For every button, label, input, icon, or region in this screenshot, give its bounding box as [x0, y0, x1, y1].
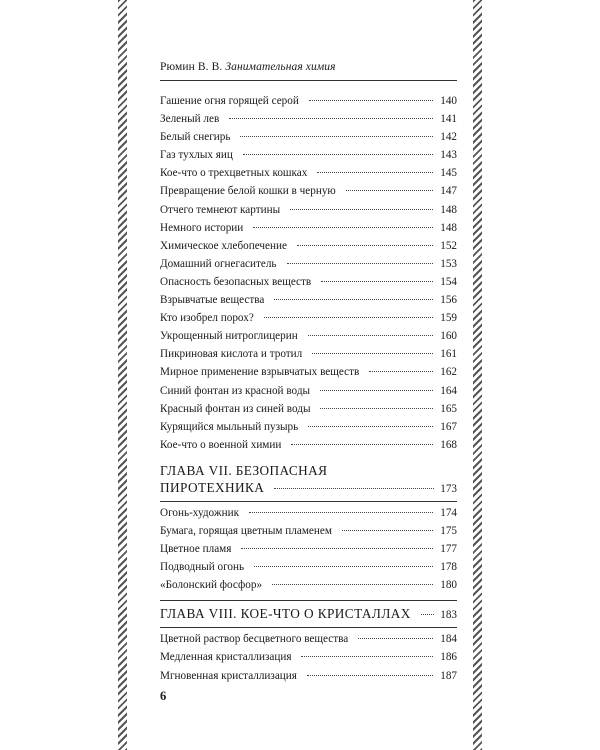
toc-entry-page: 145 [440, 167, 457, 180]
leader-dots [307, 675, 433, 676]
toc-entry-page: 148 [440, 221, 457, 234]
leader-dots [241, 548, 433, 549]
toc-entry[interactable] [160, 345, 457, 363]
toc-entry-page: 187 [440, 669, 457, 682]
toc-entry[interactable] [160, 146, 457, 164]
toc-entry-label: Мгновенная кристаллизация [160, 669, 297, 682]
toc-entry[interactable] [160, 110, 457, 128]
toc-entry-page: 147 [440, 185, 457, 198]
toc-entries-chapter8 [160, 630, 457, 684]
toc-entry-page: 177 [440, 543, 457, 556]
toc-entry-label: Немного истории [160, 221, 244, 234]
toc-entry[interactable] [160, 558, 457, 576]
toc-entry-label: Курящийся мыльный пузырь [160, 420, 299, 433]
right-border-stripe [473, 0, 482, 750]
toc-entry-page: 178 [440, 561, 457, 574]
chapter-7-title-line2 [160, 479, 457, 498]
leader-dots [287, 263, 433, 264]
toc-entry[interactable] [160, 255, 457, 273]
toc-entry-page: 162 [440, 366, 457, 379]
toc-entry[interactable] [160, 273, 457, 291]
toc-entry-label: Кто изобрел порох? [160, 312, 254, 325]
toc-entry-label: Домашний огнегаситель [160, 257, 277, 270]
toc-entry[interactable] [160, 540, 457, 558]
toc-entry-label: Химическое хлебопечение [160, 239, 287, 252]
leader-dots [229, 118, 433, 119]
chapter-7-heading[interactable] [160, 462, 457, 498]
toc-entry-page: 161 [440, 348, 457, 361]
toc-entry-page: 154 [440, 275, 457, 288]
toc-entry-label: Гашение огня горящей серой [160, 95, 299, 107]
toc-entry-label: Синий фонтан из красной воды [160, 384, 311, 397]
header-rule [160, 80, 457, 81]
toc-entry[interactable] [160, 201, 457, 219]
toc-entry-label: Газ тухлых яиц [160, 149, 233, 162]
table-of-contents [160, 92, 457, 685]
leader-dots [312, 353, 433, 354]
toc-entry-page: 159 [440, 312, 457, 325]
leader-dots [253, 227, 433, 228]
toc-entry-label: «Болонский фосфор» [160, 579, 263, 592]
toc-entry-label: Кое-что о военной химии [160, 438, 282, 451]
running-header [160, 61, 336, 73]
toc-entry-page: 168 [440, 438, 457, 451]
toc-entry-label: Укрощенный нитроглицерин [160, 330, 298, 343]
leader-dots [243, 154, 433, 155]
toc-entry[interactable] [160, 92, 457, 110]
toc-entry-page: 184 [440, 633, 457, 646]
leader-dots [291, 444, 433, 445]
chapter-7-rule [160, 501, 457, 502]
toc-entry[interactable] [160, 648, 457, 666]
leader-dots [249, 512, 433, 513]
leader-dots [301, 656, 433, 657]
toc-entry-page: 167 [440, 420, 457, 433]
toc-entry[interactable] [160, 182, 457, 200]
toc-entry-label: Кое-что о трехцветных кошках [160, 167, 308, 180]
toc-entry-label: Огонь-художник [160, 506, 239, 519]
leader-dots [274, 488, 434, 489]
toc-entry[interactable] [160, 630, 457, 648]
page-number: 6 [160, 689, 167, 703]
toc-entry[interactable] [160, 237, 457, 255]
toc-entry-label: Мирное применение взрывчатых веществ [160, 366, 360, 379]
toc-entry-label: Красный фонтан из синей воды [160, 402, 311, 415]
leader-dots [297, 245, 433, 246]
toc-entry[interactable] [160, 309, 457, 327]
leader-dots [358, 638, 433, 639]
leader-dots [274, 299, 433, 300]
toc-entry-page: 186 [440, 651, 457, 664]
chapter-7-title-line2-text: ПИРОТЕХНИКА [160, 479, 265, 495]
toc-entries-chapter7 [160, 504, 457, 594]
leader-dots [308, 426, 433, 427]
toc-entry-label: Опасность безопасных веществ [160, 275, 312, 288]
toc-entry[interactable] [160, 382, 457, 400]
chapter-8-rule [160, 627, 457, 628]
leader-dots [369, 371, 433, 372]
toc-entry-label: Медленная кристаллизация [160, 651, 292, 664]
toc-entry-label: Бумага, горящая цветным пламенем [160, 524, 332, 537]
toc-entry-page: 141 [440, 113, 457, 126]
toc-entry-page: 164 [440, 384, 457, 397]
toc-entry[interactable] [160, 327, 457, 345]
toc-entry[interactable] [160, 400, 457, 418]
toc-entry-page: 165 [440, 402, 457, 415]
toc-entry[interactable] [160, 436, 457, 454]
toc-entry[interactable] [160, 418, 457, 436]
chapter-8-page: 183 [440, 609, 457, 622]
toc-entry-page: 174 [440, 506, 457, 519]
chapter-7-title-line1: ГЛАВА VII. БЕЗОПАСНАЯ [160, 462, 328, 478]
header-book-title: Занимательная химия [225, 61, 336, 73]
header-author: Рюмин В. В. [160, 61, 223, 73]
toc-entry-page: 152 [440, 239, 457, 252]
leader-dots [317, 172, 433, 173]
toc-entry-page: 142 [440, 131, 457, 144]
toc-entry-page: 180 [440, 579, 457, 592]
left-border-stripe [118, 0, 127, 750]
leader-dots [342, 530, 433, 531]
toc-entry[interactable] [160, 128, 457, 146]
toc-entry[interactable] [160, 219, 457, 237]
toc-entry-label: Взрывчатые вещества [160, 294, 265, 307]
toc-entry-page: 175 [440, 524, 457, 537]
leader-dots [308, 335, 433, 336]
leader-dots [254, 566, 433, 567]
leader-dots [320, 390, 433, 391]
chapter-7-page: 173 [440, 482, 457, 495]
leader-dots [421, 614, 434, 615]
toc-entry-page: 148 [440, 203, 457, 216]
chapter-8-heading[interactable] [160, 605, 457, 624]
toc-entry[interactable] [160, 522, 457, 540]
toc-entries-chapter6 [160, 92, 457, 454]
leader-dots [321, 281, 433, 282]
leader-dots [290, 209, 433, 210]
leader-dots [240, 136, 433, 137]
toc-entry-page: 160 [440, 330, 457, 343]
chapter-8-top-rule [160, 600, 457, 601]
toc-entry-label: Подводный огонь [160, 561, 245, 574]
toc-entry[interactable] [160, 363, 457, 381]
toc-entry[interactable] [160, 164, 457, 182]
toc-entry-label: Зеленый лев [160, 113, 220, 126]
leader-dots [309, 100, 433, 101]
toc-entry[interactable] [160, 504, 457, 522]
leader-dots [264, 317, 433, 318]
toc-entry-label: Цветной раствор бесцветного вещества [160, 633, 349, 646]
toc-entry-page: 143 [440, 149, 457, 162]
toc-entry-page: 156 [440, 294, 457, 307]
toc-entry-page: 140 [440, 95, 457, 107]
toc-entry-label: Превращение белой кошки в черную [160, 185, 336, 198]
toc-entry[interactable] [160, 667, 457, 685]
toc-entry-label: Цветное пламя [160, 543, 232, 556]
toc-entry[interactable] [160, 291, 457, 309]
leader-dots [346, 190, 433, 191]
toc-entry-label: Белый снегирь [160, 131, 231, 144]
leader-dots [272, 584, 433, 585]
toc-entry-label: Пикриновая кислота и тротил [160, 348, 303, 361]
toc-entry[interactable] [160, 576, 457, 594]
toc-entry-label: Отчего темнеют картины [160, 203, 281, 216]
toc-entry-page: 153 [440, 257, 457, 270]
chapter-8-title: ГЛАВА VIII. КОЕ-ЧТО О КРИСТАЛЛАХ [160, 606, 411, 622]
leader-dots [320, 408, 433, 409]
